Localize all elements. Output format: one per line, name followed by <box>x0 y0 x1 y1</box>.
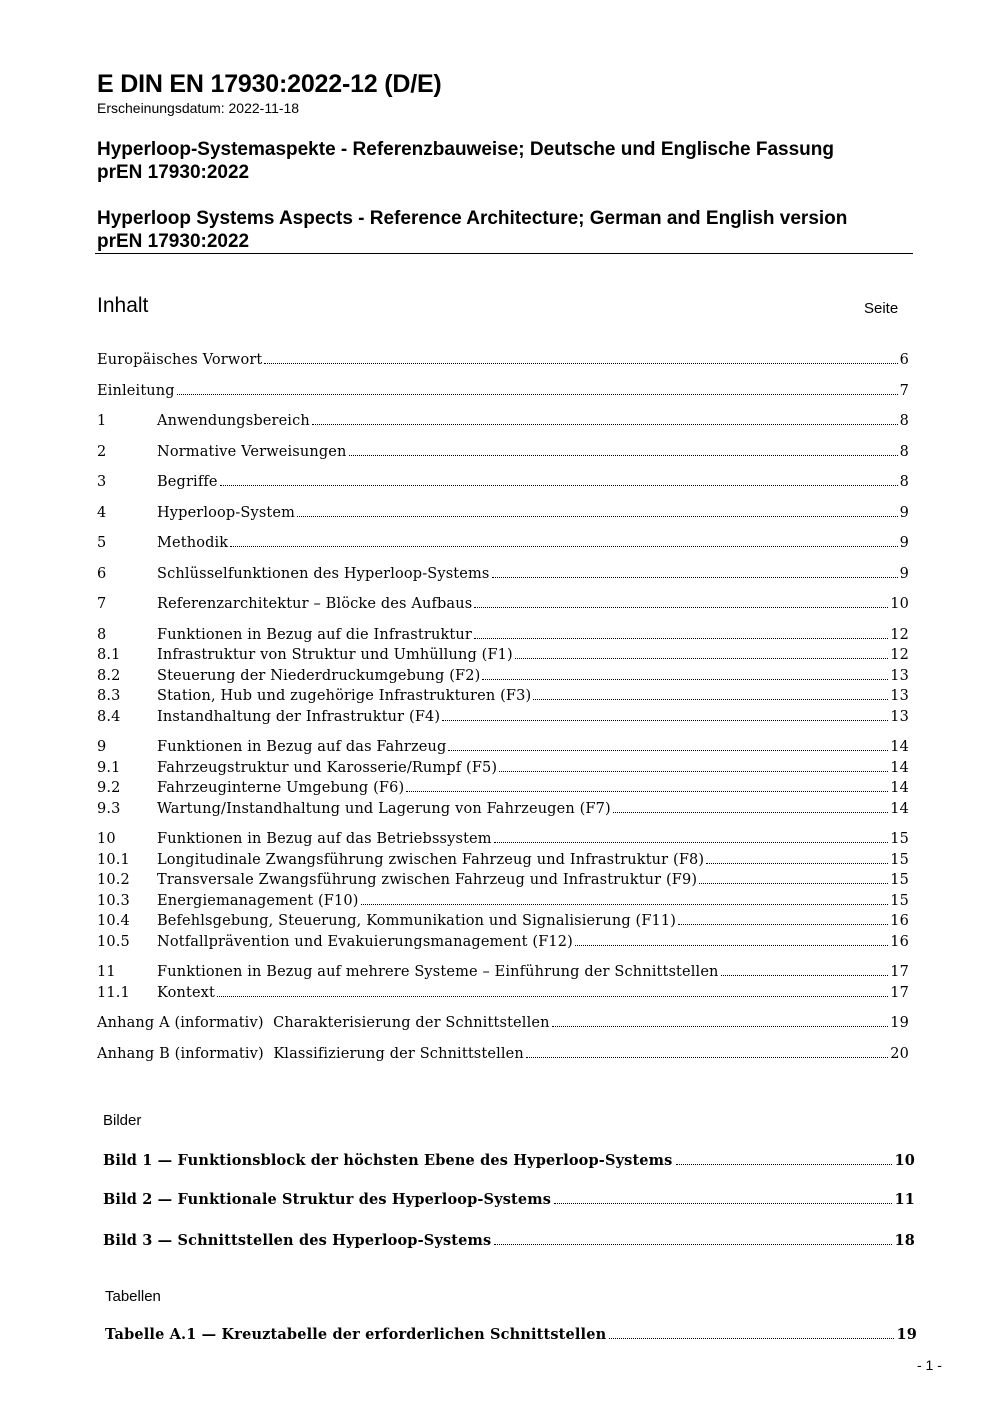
toc-entry-number: 1 <box>97 413 107 429</box>
toc-entry-page: 14 <box>890 780 909 796</box>
dot-leader <box>699 883 888 884</box>
toc-entry-number: 10.5 <box>97 934 130 950</box>
toc-entry[interactable] <box>97 933 909 951</box>
toc-entry-number: 8.4 <box>97 709 121 725</box>
toc-entry-page: 16 <box>890 913 909 929</box>
release-date: Erscheinungsdatum: 2022-11-18 <box>97 100 300 116</box>
toc-entry[interactable] <box>97 1014 909 1032</box>
toc-entry-number: 6 <box>97 566 107 582</box>
table-entry-label: Tabelle A.1 — Kreuztabelle der erforderlichen Schnittstellen <box>105 1326 607 1343</box>
toc-entry-page: 17 <box>890 964 909 980</box>
toc-entry-label: Referenzarchitektur – Blöcke des Aufbaus <box>157 596 473 612</box>
toc-entry[interactable] <box>97 412 909 430</box>
dot-leader <box>613 812 888 813</box>
title-english <box>97 207 847 253</box>
toc-entry-page: 16 <box>890 934 909 950</box>
toc-entry[interactable] <box>97 779 909 797</box>
toc-entry[interactable] <box>97 667 909 685</box>
dot-leader <box>220 485 898 486</box>
toc-entry[interactable] <box>97 443 909 461</box>
table-entry-page: 19 <box>896 1326 917 1343</box>
toc-entry-label: Methodik <box>157 535 229 551</box>
toc-entry-page: 13 <box>890 688 909 704</box>
toc-entry-label: Longitudinale Zwangsführung zwischen Fahrzeug und Infrastruktur (F8) <box>157 852 705 868</box>
toc-entry-label: Europäisches Vorwort <box>97 352 263 368</box>
toc-entry-page: 15 <box>890 872 909 888</box>
toc-entry-number: 9 <box>97 739 107 755</box>
figure-entry-label: Bild 1 — Funktionsblock der höchsten Ebene des Hyperloop-Systems <box>103 1152 673 1169</box>
toc-entry-number: 11 <box>97 964 116 980</box>
toc-entry-number: 11.1 <box>97 985 130 1001</box>
toc-entry-page: 9 <box>899 535 909 551</box>
dot-leader <box>474 607 888 608</box>
toc-entry-number: 10.3 <box>97 893 130 909</box>
dot-leader <box>177 394 898 395</box>
toc-entry-number: 7 <box>97 596 107 612</box>
toc-entry-page: 15 <box>890 893 909 909</box>
figure-entry-page: 18 <box>894 1232 915 1249</box>
toc-entry-label: Funktionen in Bezug auf die Infrastruktur <box>157 627 472 643</box>
dot-leader <box>217 996 888 997</box>
toc-entry[interactable] <box>97 738 909 756</box>
toc-entry-label: Schlüsselfunktionen des Hyperloop-Systems <box>157 566 490 582</box>
toc-entry-page: 12 <box>890 627 909 643</box>
toc-entry[interactable] <box>97 800 909 818</box>
dot-leader <box>297 516 898 517</box>
dot-leader <box>442 720 888 721</box>
toc-entry-page: 8 <box>899 474 909 490</box>
toc-heading: Inhalt <box>97 294 149 317</box>
toc-entry[interactable] <box>97 473 909 491</box>
figure-entry-label: Bild 2 — Funktionale Struktur des Hyperloop-Systems <box>103 1191 552 1208</box>
toc-entry-label: Hyperloop-System <box>157 505 296 521</box>
toc-entry-page: 10 <box>890 596 909 612</box>
toc-entry-number: 5 <box>97 535 107 551</box>
dot-leader <box>494 842 889 843</box>
toc-entry-number: 2 <box>97 444 107 460</box>
toc-entry-number: 4 <box>97 505 107 521</box>
dot-leader <box>533 699 888 700</box>
toc-entry[interactable] <box>97 759 909 777</box>
toc-entry-label: Transversale Zwangsführung zwischen Fahrzeug und Infrastruktur (F9) <box>157 872 698 888</box>
dot-leader <box>312 424 898 425</box>
toc-entry[interactable] <box>97 984 909 1002</box>
dot-leader <box>552 1026 889 1027</box>
tables-heading: Tabellen <box>105 1288 161 1305</box>
toc-entry-label: Notfallprävention und Evakuierungsmanagement (F12) <box>157 934 573 950</box>
figure-entry-page: 11 <box>894 1191 915 1208</box>
dot-leader <box>361 904 889 905</box>
title-german-line-1: Hyperloop-Systemaspekte - Referenzbauweise; Deutsche und Englische Fassung <box>97 139 834 160</box>
toc-entry-page: 8 <box>899 444 909 460</box>
figures-heading: Bilder <box>103 1112 142 1129</box>
document-code: E DIN EN 17930:2022-12 (D/E) <box>97 70 442 98</box>
dot-leader <box>676 1164 892 1165</box>
title-english-line-1: Hyperloop Systems Aspects - Reference Architecture; German and English version <box>97 208 848 229</box>
title-german <box>97 138 834 184</box>
toc-entry-label: Einleitung <box>97 383 175 399</box>
toc-entry[interactable] <box>97 534 909 552</box>
toc-entry-page: 14 <box>890 801 909 817</box>
toc-entry[interactable] <box>97 871 909 889</box>
toc-entry[interactable] <box>97 565 909 583</box>
dot-leader <box>526 1057 888 1058</box>
page-column-label: Seite <box>864 300 899 317</box>
toc-entry-page: 9 <box>899 505 909 521</box>
dot-leader <box>492 577 898 578</box>
toc-entry-label: Infrastruktur von Struktur und Umhüllung (F1) <box>157 647 513 663</box>
toc-entry-label: Funktionen in Bezug auf das Fahrzeug <box>157 739 447 755</box>
toc-entry-number: 10.2 <box>97 872 130 888</box>
dot-leader <box>575 945 888 946</box>
title-german-line-2: prEN 17930:2022 <box>97 162 250 183</box>
toc-entry-label: Anwendungsbereich <box>157 413 310 429</box>
figure-entry-page: 10 <box>894 1152 915 1169</box>
dot-leader <box>230 546 897 547</box>
toc-entry-number: 3 <box>97 474 107 490</box>
toc-entry[interactable] <box>97 626 909 644</box>
dot-leader <box>515 658 888 659</box>
toc-entry[interactable] <box>97 892 909 910</box>
toc-entry-page: 13 <box>890 709 909 725</box>
toc-entry-page: 7 <box>899 383 909 399</box>
toc-entry-number: 9.2 <box>97 780 121 796</box>
dot-leader <box>406 791 888 792</box>
toc-entry[interactable] <box>97 912 909 930</box>
toc-entry-label: Energiemanagement (F10) <box>157 893 359 909</box>
toc-entry-page: 6 <box>899 352 909 368</box>
dot-leader <box>678 924 888 925</box>
toc-entry-number: 8 <box>97 627 107 643</box>
dot-leader <box>721 975 889 976</box>
dot-leader <box>474 638 888 639</box>
toc-entry-page: 17 <box>890 985 909 1001</box>
toc-entry-page: 13 <box>890 668 909 684</box>
dot-leader <box>706 863 888 864</box>
toc-entry-page: 8 <box>899 413 909 429</box>
toc-entry-page: 15 <box>890 852 909 868</box>
toc-entry-number: 8.2 <box>97 668 121 684</box>
toc-entry-page: 12 <box>890 647 909 663</box>
toc-entry-label: Fahrzeugstruktur und Karosserie/Rumpf (F5) <box>157 760 498 776</box>
toc-entry-label: Funktionen in Bezug auf das Betriebssystem <box>157 831 492 847</box>
toc-entry[interactable] <box>97 687 909 705</box>
dot-leader <box>499 771 888 772</box>
dot-leader <box>264 363 897 364</box>
toc-entry-page: 19 <box>890 1015 909 1031</box>
toc-entry-page: 9 <box>899 566 909 582</box>
toc-entry-label: Fahrzeuginterne Umgebung (F6) <box>157 780 405 796</box>
toc-entry-number: 10 <box>97 831 116 847</box>
figure-entry[interactable] <box>103 1191 915 1209</box>
toc-entry-label: Kontext <box>157 985 215 1001</box>
header-divider <box>95 253 913 254</box>
toc-entry-page: 14 <box>890 739 909 755</box>
toc-entry[interactable] <box>97 595 909 613</box>
toc-entry-page: 15 <box>890 831 909 847</box>
toc-entry[interactable] <box>97 1045 909 1063</box>
toc-entry-number: 9.3 <box>97 801 121 817</box>
dot-leader <box>554 1203 891 1204</box>
page-number: - 1 - <box>917 1357 942 1373</box>
toc-entry-label: Steuerung der Niederdruckumgebung (F2) <box>157 668 481 684</box>
toc-entry[interactable] <box>97 851 909 869</box>
title-english-line-2: prEN 17930:2022 <box>97 231 250 252</box>
toc-entry[interactable] <box>97 830 909 848</box>
toc-entry-label: Begriffe <box>157 474 218 490</box>
toc-entry[interactable] <box>97 963 909 981</box>
toc-entry-label: Anhang B (informativ) Klassifizierung der Schnittstellen <box>97 1046 524 1062</box>
toc-entry-number: 8.1 <box>97 647 121 663</box>
toc-entry[interactable] <box>97 351 909 369</box>
toc-entry[interactable] <box>97 382 909 400</box>
toc-entry-label: Station, Hub und zugehörige Infrastrukturen (F3) <box>157 688 532 704</box>
figure-entry[interactable] <box>103 1152 915 1170</box>
dot-leader <box>349 455 898 456</box>
toc-entry-label: Wartung/Instandhaltung und Lagerung von Fahrzeugen (F7) <box>157 801 611 817</box>
toc-entry-page: 14 <box>890 760 909 776</box>
toc-entry-label: Anhang A (informativ) Charakterisierung der Schnittstellen <box>97 1015 550 1031</box>
toc-entry-number: 8.3 <box>97 688 121 704</box>
table-entry[interactable] <box>105 1326 917 1344</box>
toc-entry[interactable] <box>97 504 909 522</box>
dot-leader <box>494 1244 891 1245</box>
dot-leader <box>448 750 888 751</box>
toc-entry-label: Instandhaltung der Infrastruktur (F4) <box>157 709 441 725</box>
toc-entry[interactable] <box>97 708 909 726</box>
toc-entry[interactable] <box>97 646 909 664</box>
figure-entry[interactable] <box>103 1232 915 1250</box>
figure-entry-label: Bild 3 — Schnittstellen des Hyperloop-Systems <box>103 1232 492 1249</box>
toc-entry-number: 9.1 <box>97 760 121 776</box>
toc-entry-label: Befehlsgebung, Steuerung, Kommunikation und Signalisierung (F11) <box>157 913 677 929</box>
dot-leader <box>482 679 888 680</box>
toc-entry-number: 10.4 <box>97 913 130 929</box>
toc-entry-page: 20 <box>890 1046 909 1062</box>
dot-leader <box>609 1338 893 1339</box>
toc-entry-label: Funktionen in Bezug auf mehrere Systeme – Einführung der Schnittstellen <box>157 964 719 980</box>
toc-entry-label: Normative Verweisungen <box>157 444 347 460</box>
toc-entry-number: 10.1 <box>97 852 130 868</box>
